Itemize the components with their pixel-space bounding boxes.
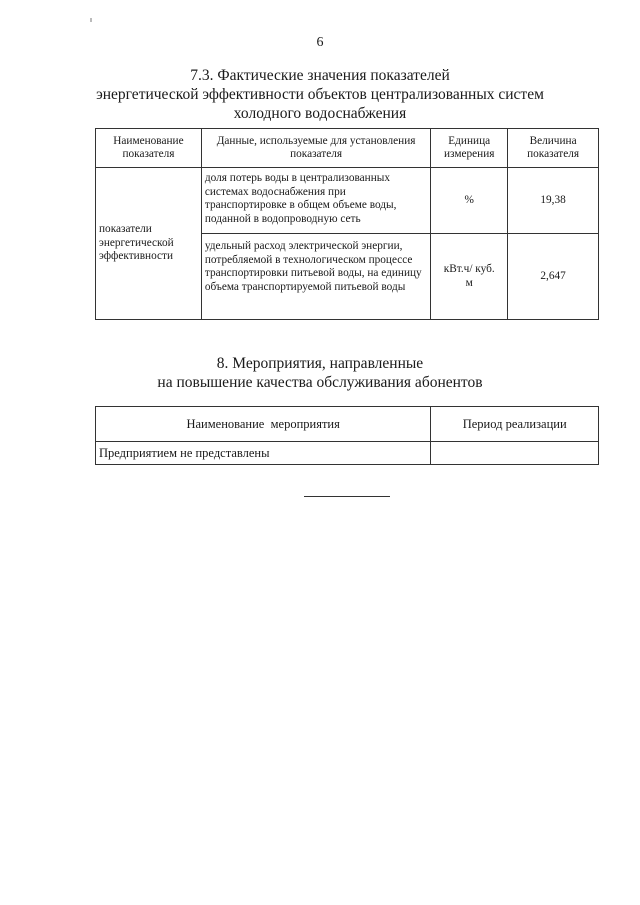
section-7-3-title-line-2: энергетической эффективности объектов централизованных систем [96, 86, 544, 103]
scan-mark [90, 18, 92, 22]
header-measure-name: Наименование мероприятия [96, 407, 431, 442]
table-row [96, 168, 599, 234]
end-rule [304, 496, 390, 497]
measure-name-cell: Предприятием не представлены [96, 442, 431, 465]
row-description: доля потерь воды в централизованных системах водоснабжения при транспортировке в общем объеме воды, поданной в водопроводную сеть [201, 168, 430, 234]
header-data-used: Данные, используемые для установления показателя [201, 129, 430, 168]
header-period: Период реализации [431, 407, 599, 442]
row-value: 19,38 [508, 168, 599, 234]
header-indicator-name: Наименование показателя [96, 129, 202, 168]
row-description: удельный расход электрической энергии, потребляемой в технологическом процессе транспортировки питьевой воды, на единицу объема транспортируемой питьевой воды [201, 234, 430, 320]
measures-table [95, 406, 599, 465]
measure-period-cell [431, 442, 599, 465]
section-7-3-title-line-1: 7.3. Фактические значения показателей [190, 67, 450, 84]
row-value: 2,647 [508, 234, 599, 320]
section-8-title-line-1: 8. Мероприятия, направленные [216, 355, 424, 372]
section-8-title [0, 354, 640, 392]
row-unit: % [431, 168, 508, 234]
energy-efficiency-table [95, 128, 599, 320]
section-8-title-line-2: на повышение качества обслуживания абонентов [157, 374, 483, 391]
section-7-3-title [0, 66, 640, 123]
header-value: Величина показателя [508, 129, 599, 168]
table-header-row [96, 129, 599, 168]
indicator-name-cell: показатели энергетической эффективности [96, 168, 202, 320]
header-unit: Единица измерения [431, 129, 508, 168]
section-7-3-title-line-3: холодного водоснабжения [233, 105, 407, 122]
table-row [96, 442, 599, 465]
page-number: 6 [316, 35, 324, 50]
row-unit: кВт.ч/ куб. м [431, 234, 508, 320]
table-header-row [96, 407, 599, 442]
